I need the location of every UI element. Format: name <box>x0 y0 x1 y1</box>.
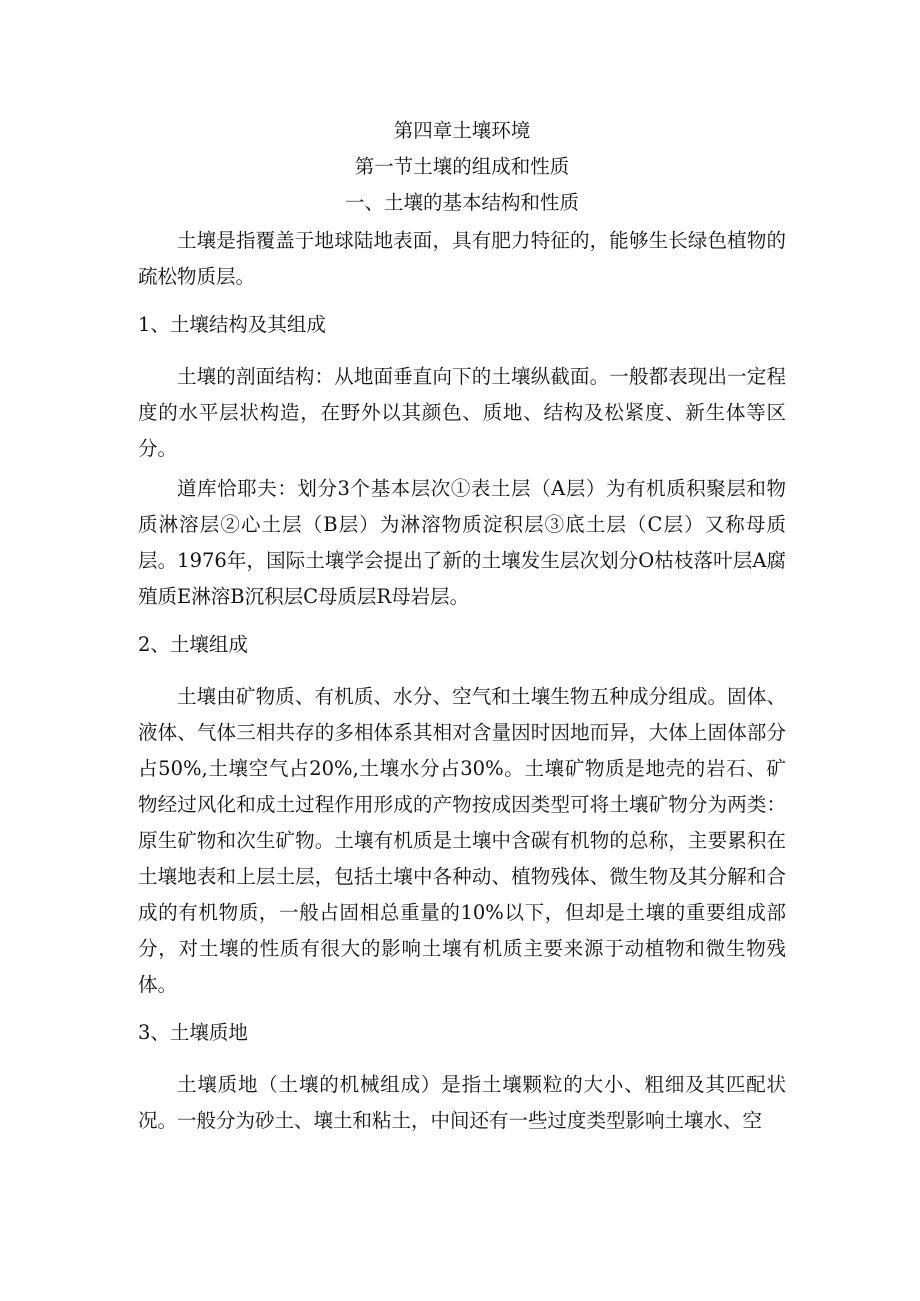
section-title: 第一节土壤的组成和性质 <box>354 155 570 178</box>
heading-soil-structure: 1、土壤结构及其组成 <box>138 313 326 336</box>
paragraph-soil-composition: 土壤由矿物质、有机质、水分、空气和土壤生物五种成分组成。固体、液体、气体三相共存的多相体系其相对含量因时因地而异，大体上固体部分占50%,土壤空气占20%,土壤水分占30%。土壤矿物质是地壳的岩石、矿物经过风化和成土过程作用形成的产物按成因类型可将土壤矿物分为两类：原生矿物和次生矿物。土壤有机质是土壤中含碳有机物的总称，主要累积在土壤地表和上层土层，包括土壤中各种动、植物残体、微生物及其分解和合成的有机物质，一般占固相总重量的10%以下，但却是土壤的重要组成部分，对土壤的性质有很大的影响土壤有机质主要来源于动植物和微生物残体。 <box>138 685 786 996</box>
paragraph-soil-texture: 土壤质地（土壤的机械组成）是指土壤颗粒的大小、粗细及其匹配状况。一般分为砂土、壤土和粘土，中间还有一些过度类型影响土壤水、空 <box>138 1073 786 1132</box>
subsection-title: 一、土壤的基本结构和性质 <box>344 191 579 214</box>
document-body <box>138 113 786 1139</box>
intro-paragraph: 土壤是指覆盖于地球陆地表面，具有肥力特征的，能够生长绿色植物的疏松物质层。 <box>138 229 786 288</box>
paragraph-soil-profile: 土壤的剖面结构：从地面垂直向下的土壤纵截面。一般都表现出一定程度的水平层状构造，在野外以其颜色、质地、结构及松紧度、新生体等区分。 <box>138 365 786 460</box>
heading-soil-texture: 3、土壤质地 <box>138 1021 248 1044</box>
paragraph-dokuchaev-layers: 道库恰耶夫：划分3个基本层次①表土层（A层）为有机质积聚层和物质淋溶层②心土层（B层）为淋溶物质淀积层③底土层（C层）又称母质层。1976年，国际土壤学会提出了新的土壤发生层次划分O枯枝落叶层A腐殖质E淋溶B沉积层C母质层R母岩层。 <box>138 477 786 608</box>
heading-soil-composition: 2、土壤组成 <box>138 633 248 656</box>
chapter-title: 第四章土壤环境 <box>393 119 531 142</box>
